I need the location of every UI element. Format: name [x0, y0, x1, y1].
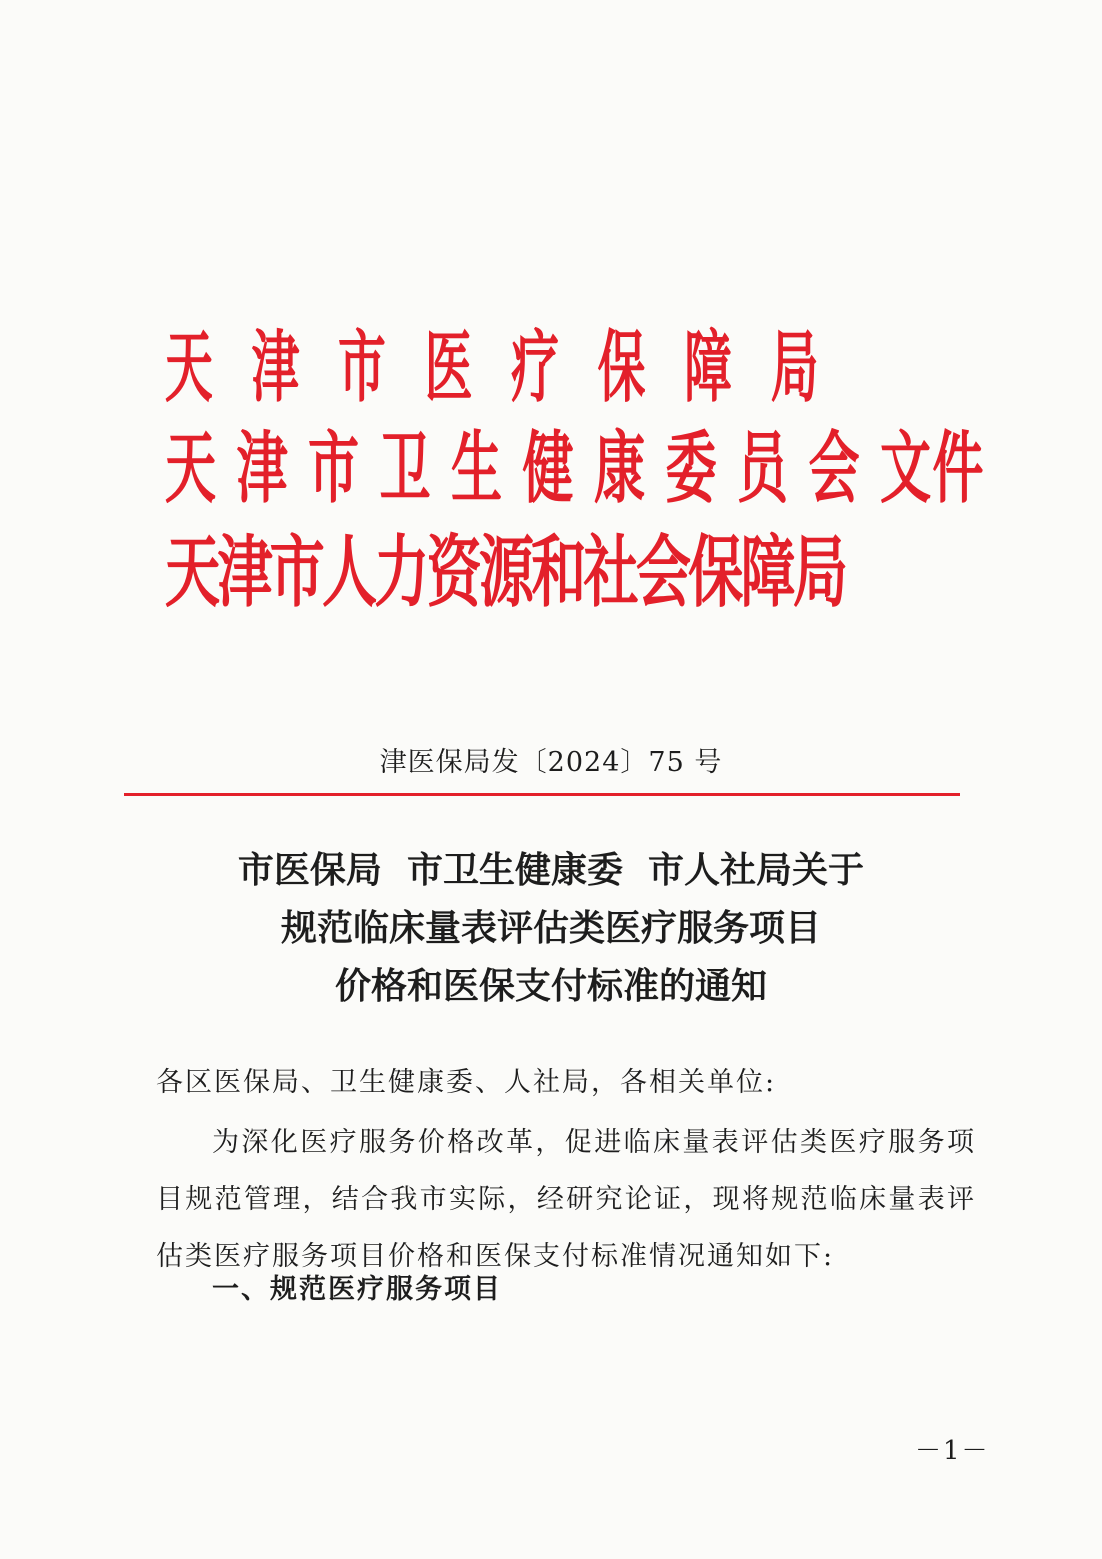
issuer-line-health-commission: 天 津 市 卫 生 健 康 委 员 会 文件 [165, 424, 985, 514]
body-paragraph: 为深化医疗服务价格改革，促进临床量表评估类医疗服务项目规范管理，结合我市实际，经研究论证，现将规范临床量表评估类医疗服务项目价格和医保支付标准情况通知如下: [156, 1127, 976, 1272]
issuer-line-human-resources-bureau: 天津市人力资源和社会保障局 [165, 528, 846, 618]
page-number: －1－ [915, 1436, 990, 1466]
salutation: 各区医保局、卫生健康委、人社局，各相关单位: [156, 1067, 777, 1098]
title-line-2: 规范临床量表评估类医疗服务项目 [280, 908, 821, 949]
red-divider-line [124, 793, 960, 796]
document-title [0, 842, 1102, 1016]
document-number: 津医保局发〔2024〕75 号 [379, 747, 723, 778]
section-heading: 一、规范医疗服务项目 [212, 1274, 502, 1305]
title-line-1: 市医保局 市卫生健康委 市人社局关于 [237, 850, 865, 891]
issuer-line-medical-security-bureau: 天 津 市 医 疗 保 障 局 [165, 323, 830, 413]
title-line-3: 价格和医保支付标准的通知 [334, 966, 767, 1007]
